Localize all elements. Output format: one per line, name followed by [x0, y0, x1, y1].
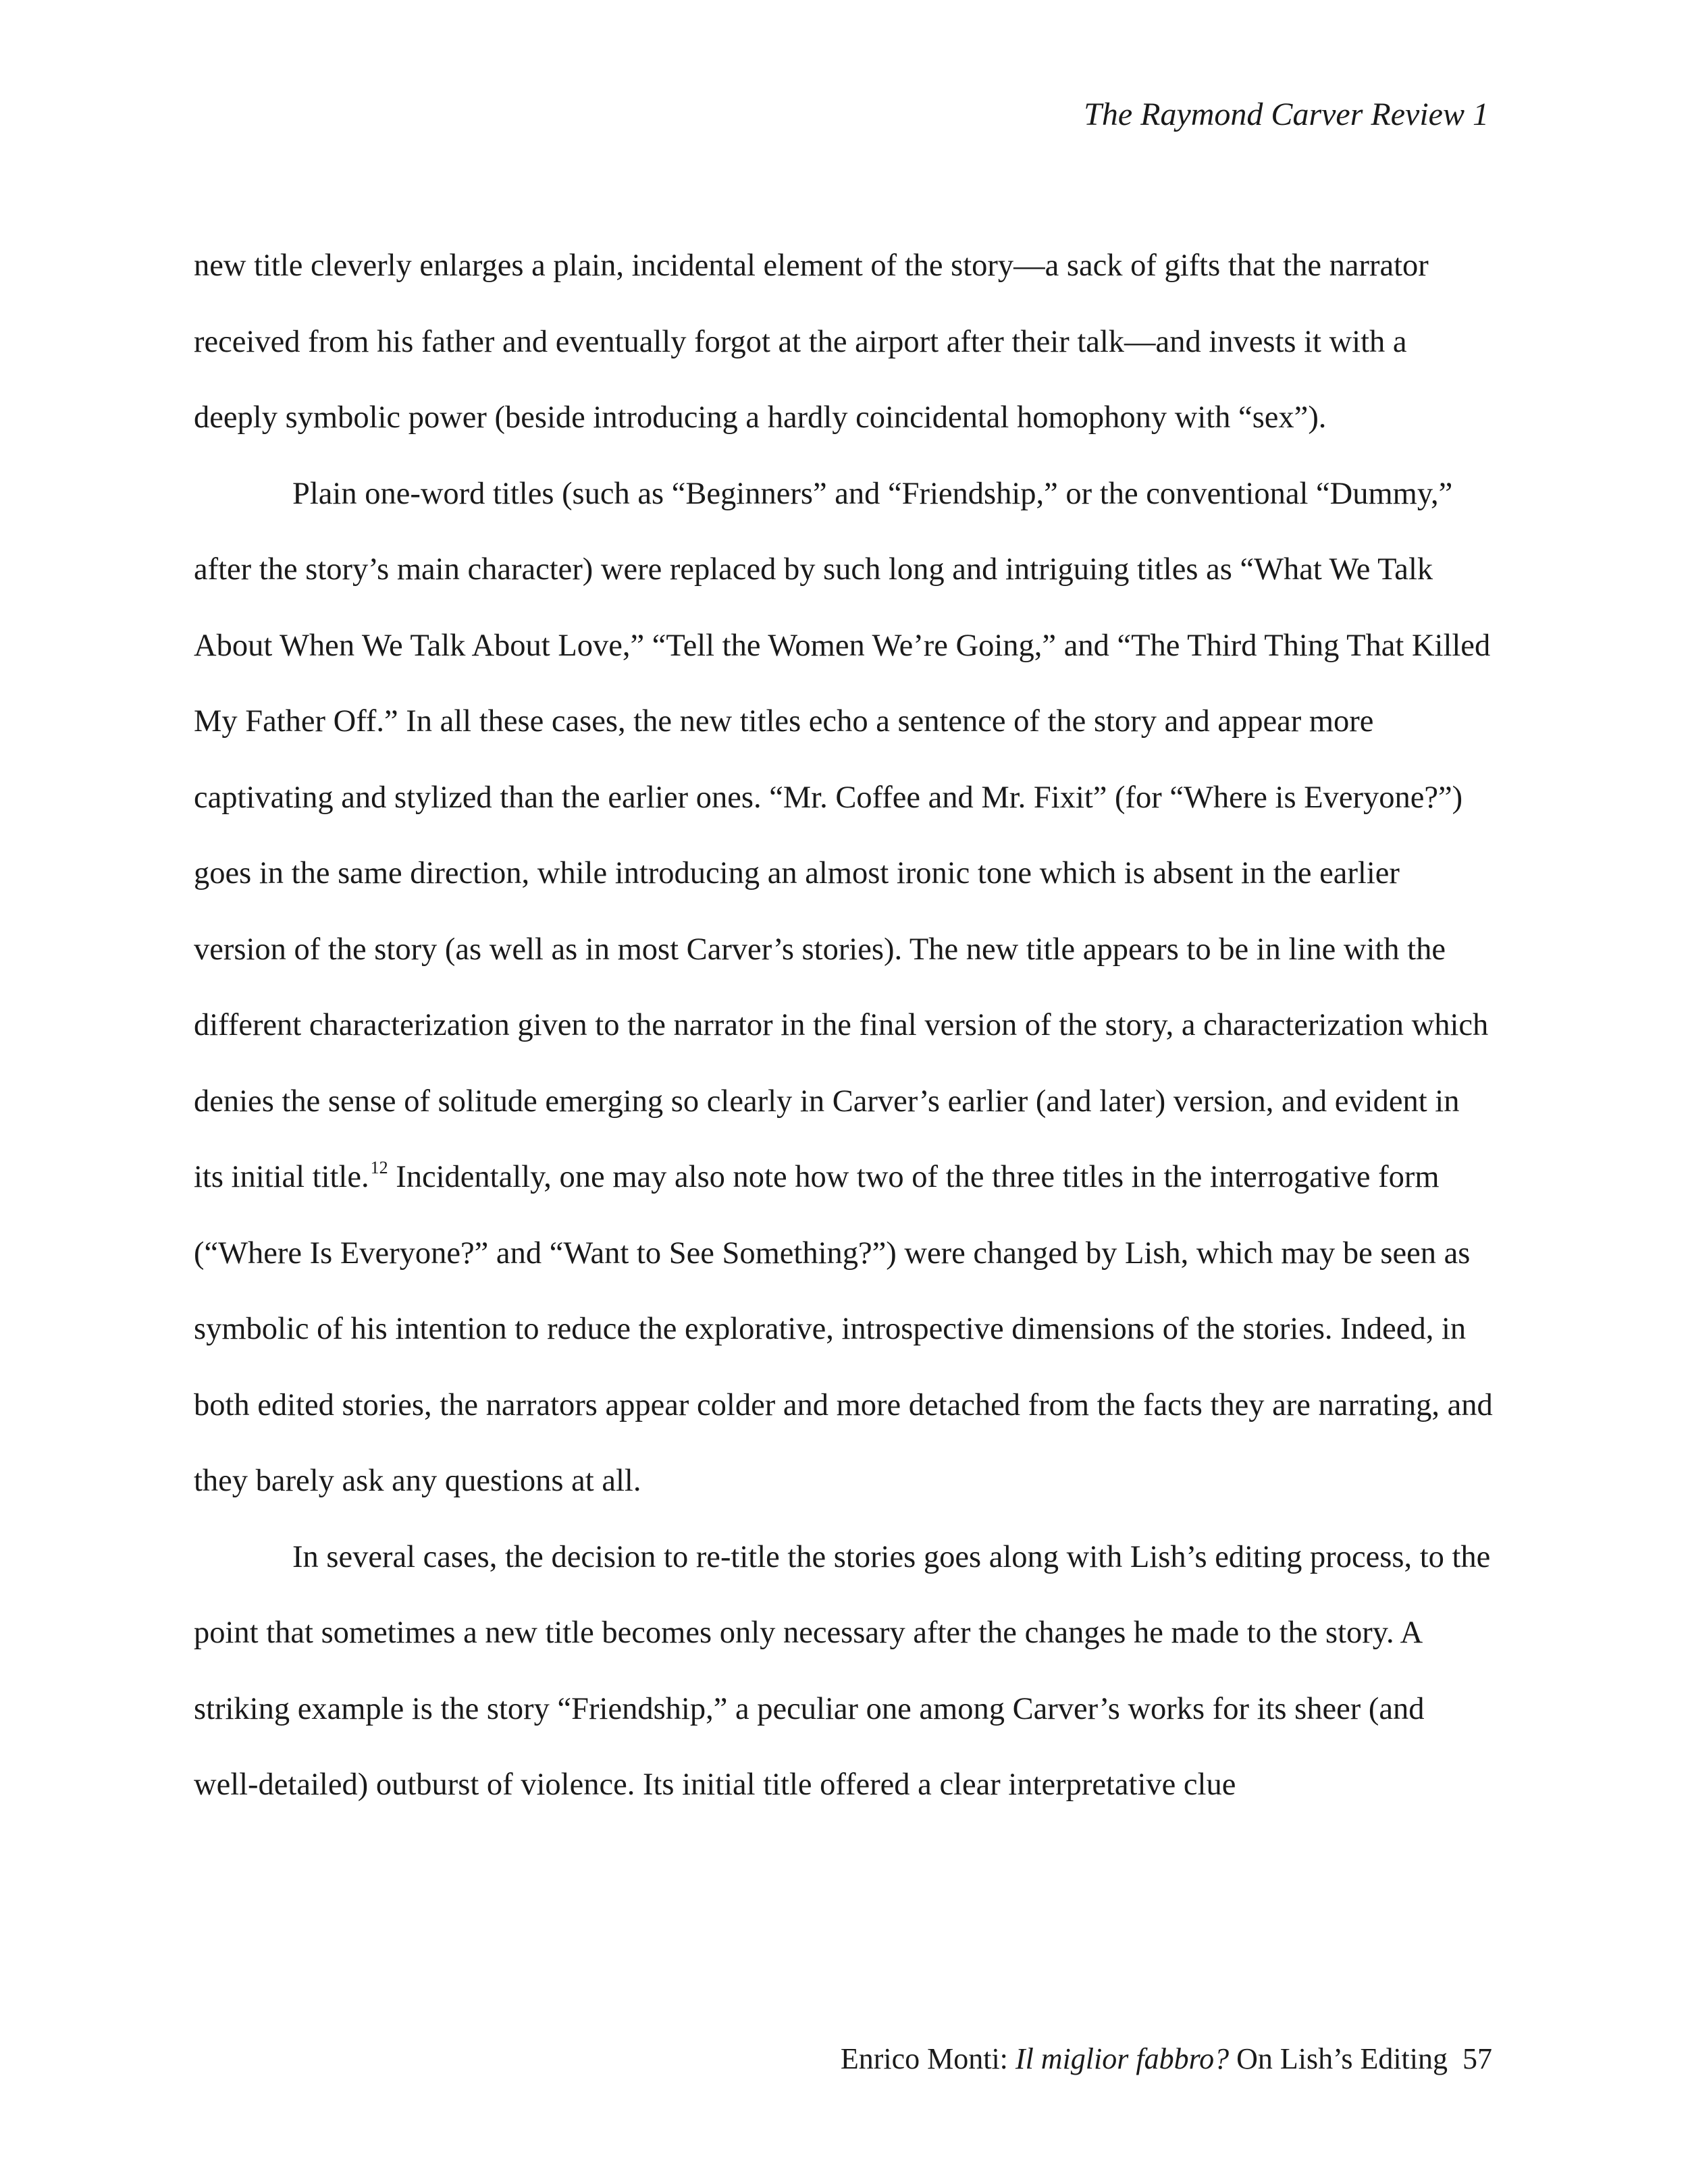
paragraph-1: new title cleverly enlarges a plain, incidental element of the story—a sack of gifts that the narrator received from his father and eventually forgot at the airport after their talk—and invests it with a deeply symbolic power (beside introducing a hardly coincidental homophony with “sex”).	[194, 248, 1429, 435]
footer-article-title: Il miglior fabbro?	[1015, 2042, 1230, 2075]
footer-author: Enrico Monti:	[840, 2042, 1016, 2075]
footnote-marker[interactable]: 12	[370, 1158, 388, 1177]
running-head: The Raymond Carver Review 1	[1084, 97, 1489, 132]
paragraph-3: In several cases, the decision to re-title the stories goes along with Lish’s editing process, to the point that sometimes a new title becomes only necessary after the changes he made to the story. A striking example is the story “Friendship,” a peculiar one among Carver’s works for its sheer (and well-detailed) outburst of violence. Its initial title offered a clear interpretative clue	[194, 1539, 1491, 1802]
paragraph-2-text: Plain one-word titles (such as “Beginners” and “Friendship,” or the conventional “Dummy,” after the story’s main character) were replaced by such long and intriguing titles as “What We Talk About When We Talk About Love,” “Tell the Women We’re Going,” and “The Third Thing That Killed My Father Off.” In all these cases, the new titles echo a sentence of the story and appear more captivating and stylized than the earlier ones. “Mr. Coffee and Mr. Fixit” (for “Where is Everyone?”) goes in the same direction, while introducing an almost ironic tone which is absent in the earlier version of the story (as well as in most Carver’s stories). The new title appears to be in line with the different characterization given to the narrator in the final version of the story, a characterization which denies the sense of solitude emerging so clearly in Carver’s earlier (and later) version, and evident in its initial title.	[194, 476, 1491, 1194]
page-number: 57	[1462, 2042, 1492, 2075]
paragraph-2-text-continued: Incidentally, one may also note how two of the three titles in the interrogative form (“Where Is Everyone?” and “Want to See Something?”) were changed by Lish, which may be seen as symbolic of his intention to reduce the explorative, introspective dimensions of the stories. Indeed, in both edited stories, the narrators appear colder and more detached from the facts they are narrating, and they barely ask any questions at all.	[194, 1160, 1493, 1498]
footer-subtitle: On Lish’s Editing	[1229, 2042, 1448, 2075]
article-body	[194, 228, 1494, 1823]
paragraph-2	[194, 456, 1494, 1520]
running-foot	[841, 2039, 1492, 2079]
